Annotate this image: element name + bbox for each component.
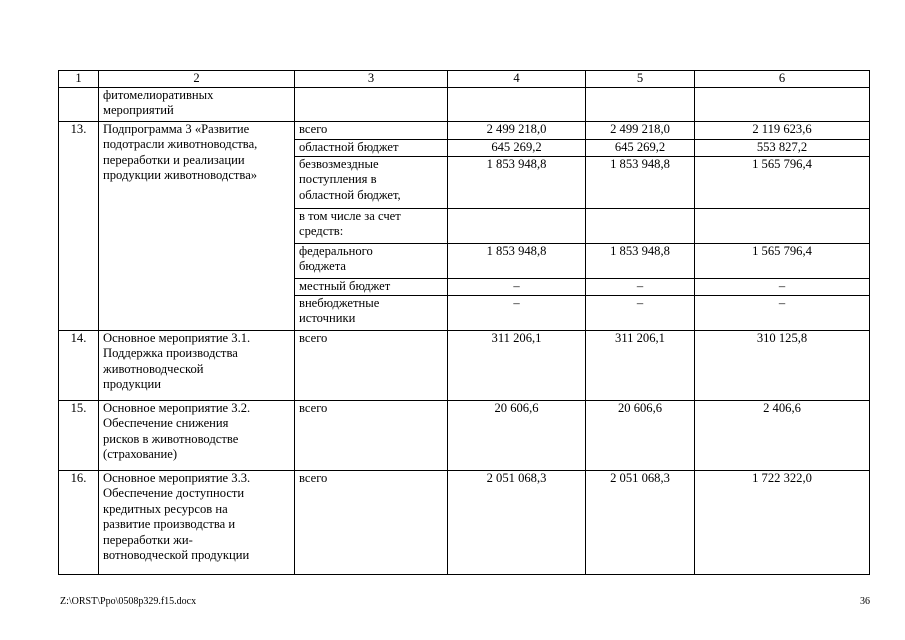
value-col-6: 310 125,8 bbox=[695, 330, 870, 400]
header-cell: 2 bbox=[99, 71, 295, 88]
value-col-5: – bbox=[586, 278, 695, 295]
row-number: 13. bbox=[59, 121, 99, 330]
funding-source: внебюджетные источники bbox=[295, 295, 448, 330]
funding-source: местный бюджет bbox=[295, 278, 448, 295]
value-col-4: 1 853 948,8 bbox=[448, 156, 586, 208]
value-col-4 bbox=[448, 208, 586, 243]
value-col-4 bbox=[448, 87, 586, 121]
value-col-6: 2 406,6 bbox=[695, 400, 870, 470]
value-col-6: 553 827,2 bbox=[695, 139, 870, 156]
measure-name: фитомелиоративных мероприятий bbox=[99, 87, 295, 121]
funding-source: в том числе за счет средств: bbox=[295, 208, 448, 243]
value-col-4: – bbox=[448, 278, 586, 295]
budget-table bbox=[58, 70, 870, 575]
table-row bbox=[59, 330, 870, 400]
measure-name: Основное мероприятие 3.1. Поддержка производства животноводческой продукции bbox=[99, 330, 295, 400]
header-row bbox=[59, 71, 870, 88]
row-number: 16. bbox=[59, 470, 99, 574]
value-col-5: 2 499 218,0 bbox=[586, 121, 695, 139]
value-col-5: – bbox=[586, 295, 695, 330]
row-number bbox=[59, 87, 99, 121]
row-number: 15. bbox=[59, 400, 99, 470]
row-number: 14. bbox=[59, 330, 99, 400]
header-cell: 6 bbox=[695, 71, 870, 88]
measure-name: Основное мероприятие 3.2. Обеспечение снижения рисков в животноводстве (страхование) bbox=[99, 400, 295, 470]
header-cell: 1 bbox=[59, 71, 99, 88]
value-col-6 bbox=[695, 87, 870, 121]
header-cell: 5 bbox=[586, 71, 695, 88]
header-cell: 3 bbox=[295, 71, 448, 88]
funding-source: федерального бюджета bbox=[295, 243, 448, 278]
measure-name: Основное мероприятие 3.3. Обеспечение доступности кредитных ресурсов на развитие производства и переработки жи- вотноводческой продукции bbox=[99, 470, 295, 574]
table-row bbox=[59, 470, 870, 574]
value-col-5: 20 606,6 bbox=[586, 400, 695, 470]
value-col-4: 645 269,2 bbox=[448, 139, 586, 156]
table-row bbox=[59, 87, 870, 121]
value-col-5: 645 269,2 bbox=[586, 139, 695, 156]
value-col-6: 1 722 322,0 bbox=[695, 470, 870, 574]
value-col-4: – bbox=[448, 295, 586, 330]
value-col-5: 1 853 948,8 bbox=[586, 156, 695, 208]
funding-source: всего bbox=[295, 400, 448, 470]
value-col-5: 311 206,1 bbox=[586, 330, 695, 400]
value-col-5 bbox=[586, 87, 695, 121]
page-number: 36 bbox=[860, 596, 870, 607]
measure-name: Подпрограмма 3 «Развитие подотрасли животноводства, переработки и реализации продукции животноводства» bbox=[99, 121, 295, 330]
value-col-5 bbox=[586, 208, 695, 243]
value-col-6: – bbox=[695, 295, 870, 330]
value-col-6: 1 565 796,4 bbox=[695, 243, 870, 278]
value-col-6: 1 565 796,4 bbox=[695, 156, 870, 208]
value-col-4: 1 853 948,8 bbox=[448, 243, 586, 278]
header-cell: 4 bbox=[448, 71, 586, 88]
funding-source bbox=[295, 87, 448, 121]
value-col-5: 1 853 948,8 bbox=[586, 243, 695, 278]
value-col-6: – bbox=[695, 278, 870, 295]
funding-source: областной бюджет bbox=[295, 139, 448, 156]
value-col-4: 20 606,6 bbox=[448, 400, 586, 470]
funding-source: всего bbox=[295, 330, 448, 400]
file-path: Z:\ORST\Ppo\0508p329.f15.docx bbox=[60, 596, 197, 607]
value-col-6: 2 119 623,6 bbox=[695, 121, 870, 139]
value-col-6 bbox=[695, 208, 870, 243]
funding-source: всего bbox=[295, 470, 448, 574]
value-col-5: 2 051 068,3 bbox=[586, 470, 695, 574]
funding-source: безвозмездные поступления в областной бюджет, bbox=[295, 156, 448, 208]
value-col-4: 311 206,1 bbox=[448, 330, 586, 400]
table-row bbox=[59, 400, 870, 470]
table-row bbox=[59, 121, 870, 139]
value-col-4: 2 051 068,3 bbox=[448, 470, 586, 574]
value-col-4: 2 499 218,0 bbox=[448, 121, 586, 139]
funding-source: всего bbox=[295, 121, 448, 139]
